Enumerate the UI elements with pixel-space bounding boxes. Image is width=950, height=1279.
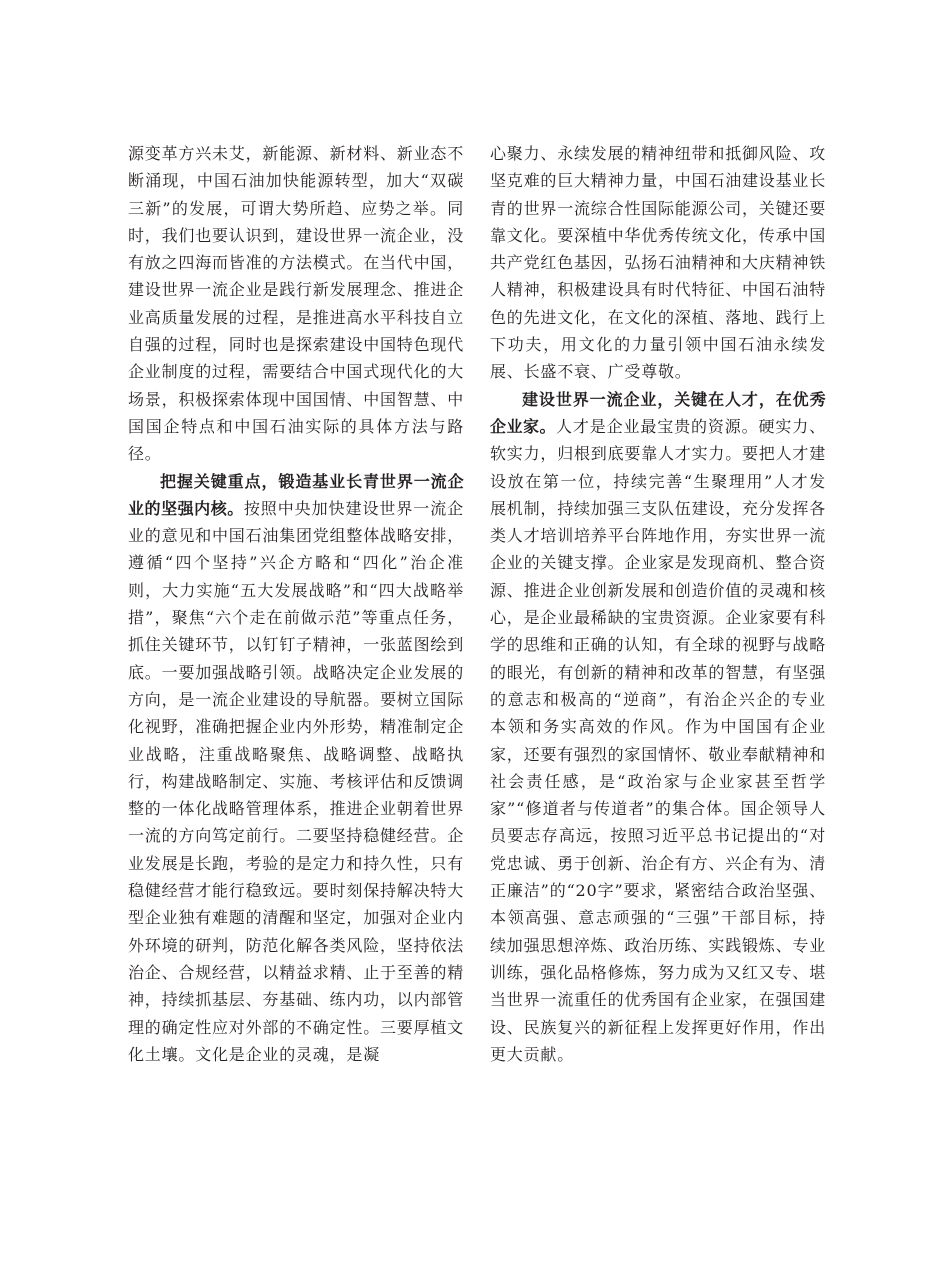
paragraph-text: 心聚力、永续发展的精神纽带和抵御风险、攻坚克难的巨大精神力量，中国石油建设基业长青的世界一流综合性国际能源公司，关键还要靠文化。要深植中华优秀传统文化，传承中国共产党红色基因，弘扬石油精神和大庆精神铁人精神，积极建设具有时代特征、中国石油特色的先进文化，在文化的深植、落地、践行上下功夫，用文化的力量引领中国石油永续发展、长盛不衰、广受尊敬。	[490, 144, 827, 382]
paragraph-text: 按照中央加快建设世界一流企业的意见和中国石油集团党组整体战略安排，遵循“四个坚持”兴企方略和“四化”治企准则，大力实施“五大发展战略”和“四大战略举措”，聚焦“六个走在前做示范”等重点任务，抓住关键环节，以钉钉子精神，一张蓝图绘到底。一要加强战略引领。战略决定企业发展的方向，是一流企业建设的导航器。要树立国际化视野，准确把握企业内外形势，精准制定企业战略，注重战略聚焦、战略调整、战略执行，构建战略制定、实施、考核评估和反馈调整的一体化战略管理体系，推进企业朝着世界一流的方向笃定前行。二要坚持稳健经营。企业发展是长跑，考验的是定力和持久性，只有稳健经营才能行稳致远。要时刻保持解决特大型企业独有难题的清醒和坚定，加强对企业内外环境的研判，防范化解各类风险，坚持依法治企、合规经营，以精益求精、止于至善的精神，持续抓基层、夯基础、练内功，以内部管理的确定性应对外部的不确定性。三要厚植文化土壤。文化是企业的灵魂，是凝	[128, 498, 465, 1064]
paragraph-text: 人才是企业最宝贵的资源。硬实力、软实力，归根到底要靠人才实力。要把人才建设放在第一位，持续完善“生聚理用”人才发展机制，持续加强三支队伍建设，充分发挥各类人才培训培养平台阵地作用，夯实世界一流企业的关键支撑。企业家是发现商机、整合资源、推进企业创新发展和创造价值的灵魂和核心，是企业最稀缺的宝贵资源。企业家要有科学的思维和正确的认知，有全球的视野与战略的眼光，有创新的精神和改革的智慧，有坚强的意志和极高的“逆商”，有治企兴企的专业本领和务实高效的作风。作为中国国有企业家，还要有强烈的家国情怀、敬业奉献精神和社会责任感，是“政治家与企业家甚至哲学家”“修道者与传道者”的集合体。国企领导人员要志存高远，按照习近平总书记提出的“对党忠诚、勇于创新、治企有方、兴企有为、清正廉洁”的“20字”要求，紧密结合政治坚强、本领高强、意志顽强的“三强”干部目标，持续加强思想淬炼、政治历练、实践锻炼、专业训练，强化品格修炼，努力成为又红又专、堪当世界一流重任的优秀国有企业家，在强国建设、民族复兴的新征程上发挥更好作用，作出更大贡献。	[490, 416, 827, 1064]
left-column	[128, 140, 464, 1068]
right-column	[490, 140, 826, 1068]
paragraph	[128, 140, 464, 468]
paragraph-lead-heading: 把握关键重点，锻造基业长青世界一流企业的坚强内核。	[128, 471, 464, 518]
paragraph	[128, 468, 464, 1069]
paragraph-lead-heading: 建设世界一流企业，关键在人才，在优秀企业家。	[490, 389, 826, 436]
paragraph-text: 源变革方兴未艾，新能源、新材料、新业态不断涌现，中国石油加快能源转型，加大“双碳三新”的发展，可谓大势所趋、应势之举。同时，我们也要认识到，建设世界一流企业，没有放之四海而皆准的方法模式。在当代中国，建设世界一流企业是践行新发展理念、推进企业高质量发展的过程，是推进高水平科技自立自强的过程，同时也是探索建设中国特色现代企业制度的过程，需要结合中国式现代化的大场景，积极探索体现中国国情、中国智慧、中国国企特点和中国石油实际的具体方法与路径。	[128, 144, 465, 464]
paragraph	[490, 386, 826, 1068]
paragraph	[490, 140, 826, 386]
